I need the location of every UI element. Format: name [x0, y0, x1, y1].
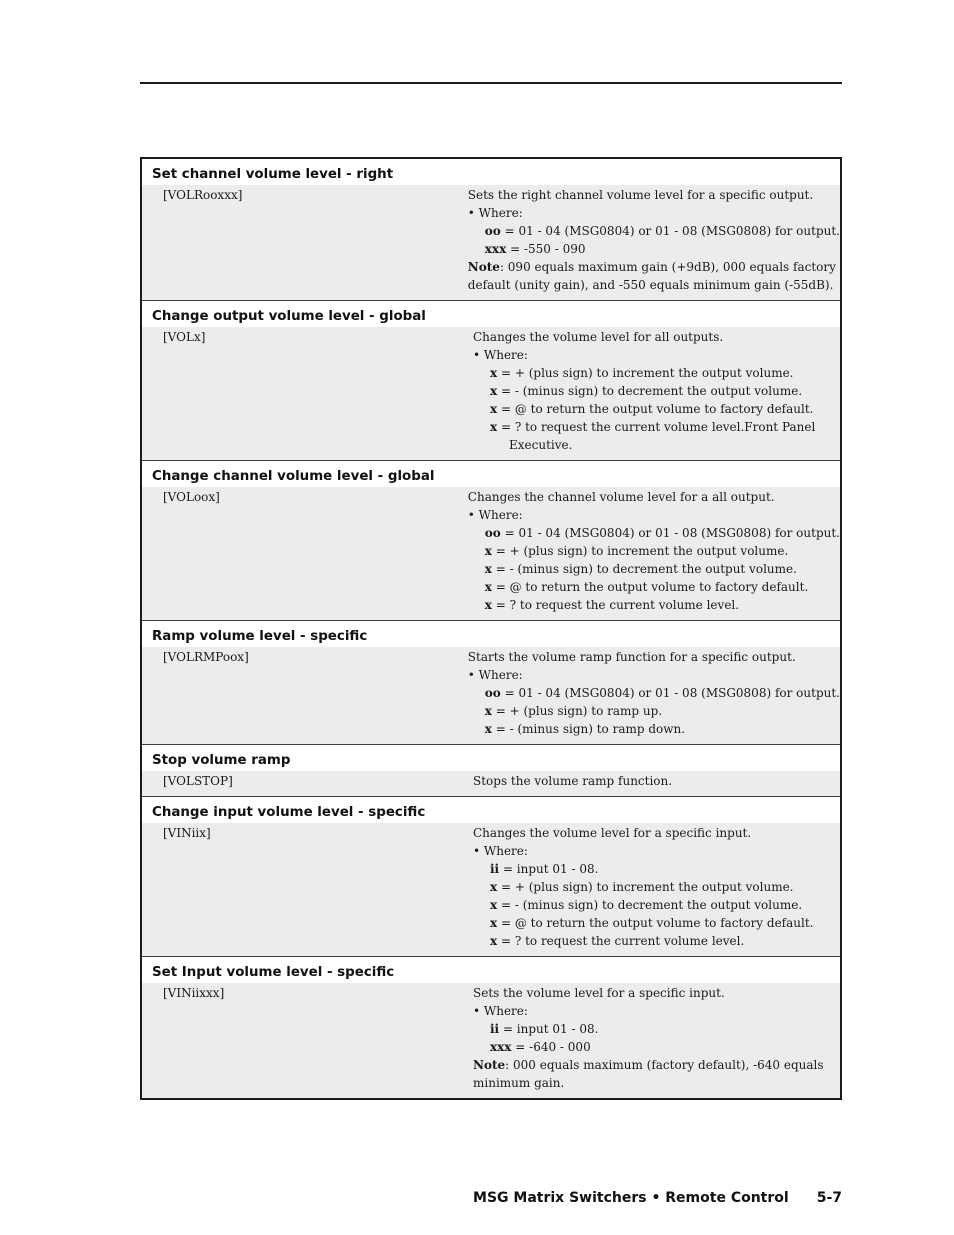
section-title: Change output volume level - global: [142, 301, 840, 327]
description-line: [468, 578, 840, 596]
description-line: [473, 328, 840, 346]
parameter-name: xxx: [484, 242, 507, 256]
description-line: [473, 364, 840, 382]
description-text: = - (minus sign) to decrement the output volume.: [497, 384, 803, 398]
section-body: [142, 983, 840, 1098]
description-text: • Where:: [467, 508, 523, 522]
parameter-name: x: [490, 880, 498, 894]
description-line: [468, 488, 840, 506]
description-text: = ? to request the current volume level.: [497, 934, 745, 948]
description-text: Sets the right channel volume level for a specific output.: [467, 188, 814, 202]
section-title: Set channel volume level - right: [142, 159, 840, 185]
description-text: Changes the volume level for a specific input.: [473, 826, 752, 840]
note-label: Note: [467, 260, 500, 274]
description-line: [468, 684, 840, 702]
description-text: : 090 equals maximum gain (+9dB), 000 equals factory: [499, 260, 836, 274]
section-body: [142, 647, 840, 744]
parameter-name: x: [484, 580, 492, 594]
command-syntax: [VINiixxx]: [163, 986, 225, 1000]
command-syntax: [VOLx]: [163, 330, 206, 344]
description-line: [468, 542, 840, 560]
parameter-name: x: [484, 562, 492, 576]
command-syntax: [VOLRMPoox]: [163, 650, 249, 664]
command-section: [142, 744, 840, 796]
description-line: [468, 720, 840, 738]
description-line: [468, 222, 840, 240]
description-text: = 01 - 04 (MSG0804) or 01 - 08 (MSG0808) for output.: [500, 224, 840, 238]
page-number: 5-7: [816, 1190, 842, 1206]
section-title: Stop volume ramp: [142, 745, 840, 771]
description-text: • Where:: [473, 844, 528, 858]
parameter-name: ii: [490, 862, 500, 876]
description-line: [473, 382, 840, 400]
description-text: = input 01 - 08.: [499, 1022, 599, 1036]
command-syntax: [VOLSTOP]: [163, 774, 233, 788]
description-line: [473, 896, 840, 914]
description-text: = + (plus sign) to increment the output volume.: [491, 544, 789, 558]
description-line: [473, 824, 840, 842]
description-line: [473, 932, 840, 950]
parameter-name: oo: [484, 526, 501, 540]
description-line: [468, 560, 840, 578]
description-text: Executive.: [509, 438, 573, 452]
command-section: [142, 159, 840, 300]
description-text: Changes the channel volume level for a all output.: [467, 490, 775, 504]
parameter-name: oo: [484, 686, 501, 700]
description-text: = @ to return the output volume to factory default.: [491, 580, 809, 594]
footer-title: MSG Matrix Switchers • Remote Control: [473, 1190, 789, 1206]
description-line: [473, 436, 840, 454]
description-line: [468, 506, 840, 524]
description-text: • Where:: [467, 206, 523, 220]
command-description: [473, 772, 840, 790]
command-description: [468, 648, 840, 738]
parameter-name: x: [490, 366, 498, 380]
description-text: = - (minus sign) to decrement the output volume.: [491, 562, 797, 576]
command-section: [142, 620, 840, 744]
parameter-name: x: [484, 544, 492, 558]
description-line: [468, 258, 840, 276]
description-text: • Where:: [473, 348, 528, 362]
parameter-name: x: [490, 898, 498, 912]
section-title: Set Input volume level - specific: [142, 957, 840, 983]
command-description: [468, 186, 840, 294]
description-text: = -550 - 090: [506, 242, 586, 256]
section-body: [142, 771, 840, 796]
description-line: [468, 666, 840, 684]
command-syntax: [VOLRooxxx]: [163, 188, 243, 202]
section-body: [142, 487, 840, 620]
description-text: Starts the volume ramp function for a specific output.: [467, 650, 796, 664]
description-text: Sets the volume level for a specific input.: [473, 986, 725, 1000]
parameter-name: ii: [490, 1022, 500, 1036]
description-text: = input 01 - 08.: [499, 862, 599, 876]
description-line: [473, 860, 840, 878]
description-text: default (unity gain), and -550 equals minimum gain (-55dB).: [467, 278, 834, 292]
parameter-name: oo: [484, 224, 501, 238]
description-line: [468, 276, 840, 294]
parameter-name: x: [490, 420, 498, 434]
description-text: = + (plus sign) to ramp up.: [491, 704, 663, 718]
description-line: [473, 418, 840, 436]
command-description: [473, 984, 840, 1092]
parameter-name: x: [484, 704, 492, 718]
parameter-name: x: [490, 934, 498, 948]
description-line: [468, 648, 840, 666]
description-line: [468, 702, 840, 720]
description-text: minimum gain.: [473, 1076, 565, 1090]
command-section: [142, 460, 840, 620]
section-title: Change input volume level - specific: [142, 797, 840, 823]
command-syntax: [VINiix]: [163, 826, 211, 840]
description-line: [473, 1038, 840, 1056]
description-line: [473, 1020, 840, 1038]
description-text: = 01 - 04 (MSG0804) or 01 - 08 (MSG0808) for output.: [500, 686, 840, 700]
description-text: = ? to request the current volume level.Front Panel: [497, 420, 816, 434]
description-line: [468, 240, 840, 258]
description-line: [468, 186, 840, 204]
description-line: [473, 1002, 840, 1020]
command-description: [468, 488, 840, 614]
section-body: [142, 327, 840, 460]
description-line: [473, 772, 840, 790]
description-text: = - (minus sign) to decrement the output volume.: [497, 898, 803, 912]
description-line: [473, 842, 840, 860]
description-line: [473, 1074, 840, 1092]
description-line: [468, 204, 840, 222]
description-line: [473, 1056, 840, 1074]
section-title: Ramp volume level - specific: [142, 621, 840, 647]
description-text: = @ to return the output volume to factory default.: [497, 402, 814, 416]
description-text: • Where:: [473, 1004, 528, 1018]
description-text: = ? to request the current volume level.: [491, 598, 740, 612]
command-description: [473, 328, 840, 454]
description-text: • Where:: [467, 668, 523, 682]
parameter-name: x: [484, 722, 492, 736]
description-line: [473, 346, 840, 364]
parameter-name: x: [490, 402, 498, 416]
description-line: [473, 400, 840, 418]
parameter-name: x: [490, 916, 498, 930]
parameter-name: x: [490, 384, 498, 398]
description-line: [473, 914, 840, 932]
description-line: [468, 596, 840, 614]
command-table: [140, 157, 842, 1100]
description-text: = - (minus sign) to ramp down.: [491, 722, 686, 736]
command-section: [142, 300, 840, 460]
description-text: = + (plus sign) to increment the output volume.: [497, 880, 794, 894]
description-line: [473, 878, 840, 896]
command-syntax: [VOLoox]: [163, 490, 220, 504]
section-body: [142, 185, 840, 300]
parameter-name: x: [484, 598, 492, 612]
section-title: Change channel volume level - global: [142, 461, 840, 487]
description-line: [468, 524, 840, 542]
description-text: : 000 equals maximum (factory default), -640 equals: [505, 1058, 824, 1072]
description-text: = + (plus sign) to increment the output volume.: [497, 366, 794, 380]
parameter-name: xxx: [490, 1040, 512, 1054]
description-text: = -640 - 000: [511, 1040, 591, 1054]
description-text: Stops the volume ramp function.: [473, 774, 673, 788]
command-section: [142, 796, 840, 956]
command-section: [142, 956, 840, 1098]
header-rule: [140, 82, 842, 84]
page-footer: [473, 1190, 842, 1206]
note-label: Note: [473, 1058, 506, 1072]
description-text: = 01 - 04 (MSG0804) or 01 - 08 (MSG0808) for output.: [500, 526, 840, 540]
description-text: = @ to return the output volume to factory default.: [497, 916, 814, 930]
section-body: [142, 823, 840, 956]
command-description: [473, 824, 840, 950]
description-text: Changes the volume level for all outputs.: [473, 330, 724, 344]
description-line: [473, 984, 840, 1002]
